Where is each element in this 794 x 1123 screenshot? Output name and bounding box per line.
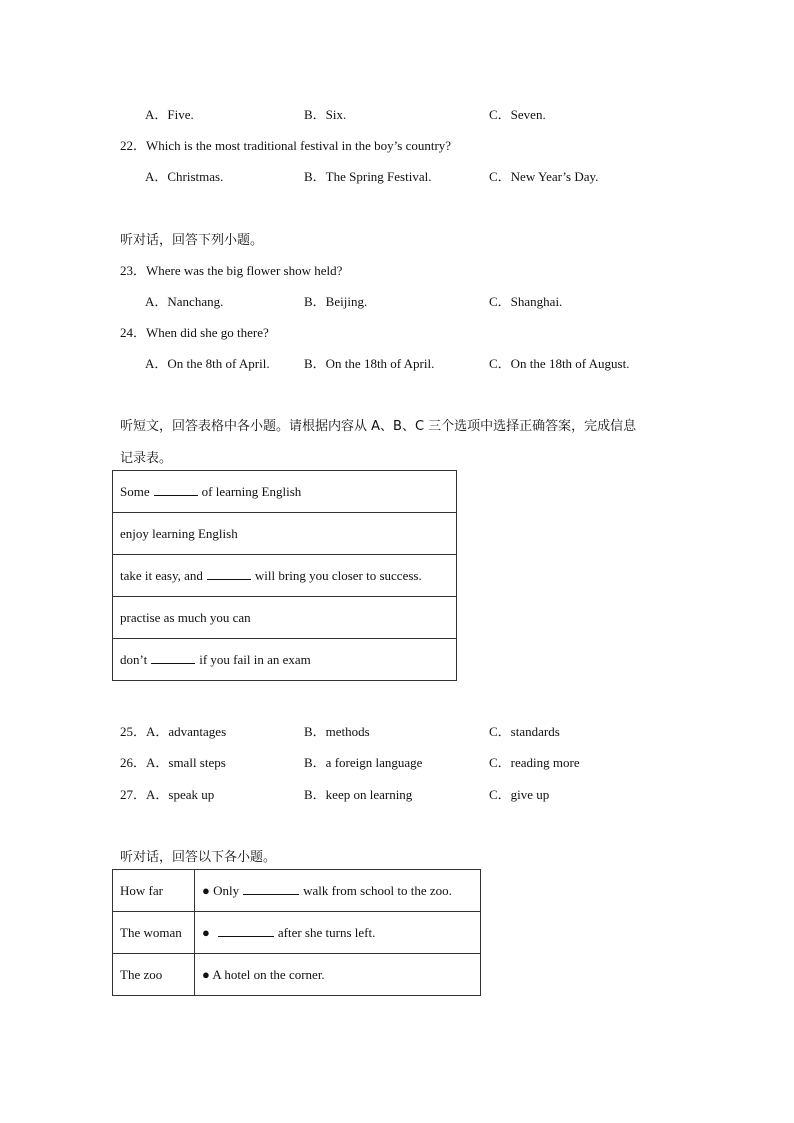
table2-row2-label: The woman: [120, 924, 182, 940]
table1-row: [113, 471, 457, 513]
table1-row3-after: will bring you closer to success.: [254, 568, 422, 583]
table1-row4-text: practise as much you can: [120, 609, 251, 625]
section1-instruction: 听对话，回答下列小题。: [120, 233, 264, 248]
q27-option-b: B．keep on learning: [304, 787, 413, 802]
table2-content-cell: [195, 870, 481, 912]
dialogue-info-table: [112, 869, 481, 996]
q21-option-b: B．Six.: [304, 107, 347, 122]
q21-option-a: A．Five.: [145, 107, 194, 122]
section2-instruction-line2: 记录表。: [120, 451, 173, 466]
answer-blank[interactable]: [151, 651, 195, 664]
table1-row5-before: don’t: [120, 652, 148, 667]
table2-row3-label: The zoo: [120, 966, 163, 982]
table1-cell: [113, 555, 457, 597]
q22-stem: 22．Which is the most traditional festival in the boy’s country?: [120, 138, 452, 153]
table1-row1-after: of learning English: [201, 484, 302, 499]
table1-cell: [113, 639, 457, 681]
table2-content-cell: [195, 954, 481, 996]
q24-option-c: C．On the 18th of August.: [489, 356, 630, 371]
table1-row: [113, 639, 457, 681]
table1-row: [113, 597, 457, 639]
table2-label-cell: [113, 870, 195, 912]
table2-row: [113, 870, 481, 912]
q26-option-c: C．reading more: [489, 755, 580, 770]
q27-option-c: C．give up: [489, 787, 550, 802]
info-record-table: [112, 470, 457, 681]
q22-option-c: C．New Year’s Day.: [489, 169, 599, 184]
answer-blank[interactable]: [243, 882, 299, 895]
q23-option-c: C．Shanghai.: [489, 294, 563, 309]
section3-instruction: 听对话，回答以下各小题。: [120, 850, 277, 865]
q26-option-a: 26．A．small steps: [120, 755, 226, 770]
answer-blank[interactable]: [207, 567, 251, 580]
table1-row: [113, 513, 457, 555]
table2-content-cell: [195, 912, 481, 954]
bullet-icon: ●: [202, 883, 210, 898]
q24-option-b: B．On the 18th of April.: [304, 356, 435, 371]
table2-row2-after: after she turns left.: [277, 925, 376, 940]
table1-cell: [113, 471, 457, 513]
q25-option-b: B．methods: [304, 724, 370, 739]
answer-blank[interactable]: [154, 483, 198, 496]
q22-option-b: B．The Spring Festival.: [304, 169, 432, 184]
table2-row1-label: How far: [120, 882, 163, 898]
table2-row: [113, 912, 481, 954]
q23-option-a: A．Nanchang.: [145, 294, 224, 309]
table2-row3-text: A hotel on the corner.: [212, 966, 325, 982]
table1-row: [113, 555, 457, 597]
table1-row3-before: take it easy, and: [120, 568, 203, 583]
q26-option-b: B．a foreign language: [304, 755, 423, 770]
q27-option-a: 27．A．speak up: [120, 787, 215, 802]
q21-option-c: C．Seven.: [489, 107, 546, 122]
table2-row1-after: walk from school to the zoo.: [303, 883, 452, 898]
q25-option-c: C．standards: [489, 724, 560, 739]
table2-row1-before: Only: [213, 883, 240, 898]
table1-cell: [113, 597, 457, 639]
q24-stem: 24．When did she go there?: [120, 325, 269, 340]
table2-label-cell: [113, 912, 195, 954]
q22-option-a: A．Christmas.: [145, 169, 224, 184]
answer-blank[interactable]: [218, 924, 274, 937]
table1-row1-before: Some: [120, 484, 150, 499]
bullet-icon: ●: [202, 966, 210, 982]
table2-label-cell: [113, 954, 195, 996]
q23-stem: 23．Where was the big flower show held?: [120, 263, 343, 278]
q24-option-a: A．On the 8th of April.: [145, 356, 270, 371]
table1-row2-text: enjoy learning English: [120, 525, 238, 541]
table1-cell: [113, 513, 457, 555]
section2-instruction-line1: 听短文，回答表格中各小题。请根据内容从 A、B、C 三个选项中选择正确答案，完成信息: [120, 419, 637, 434]
table1-row5-after: if you fail in an exam: [199, 652, 311, 667]
table2-row: [113, 954, 481, 996]
bullet-icon: ●: [202, 925, 210, 940]
q23-option-b: B．Beijing.: [304, 294, 368, 309]
q25-option-a: 25．A．advantages: [120, 724, 227, 739]
